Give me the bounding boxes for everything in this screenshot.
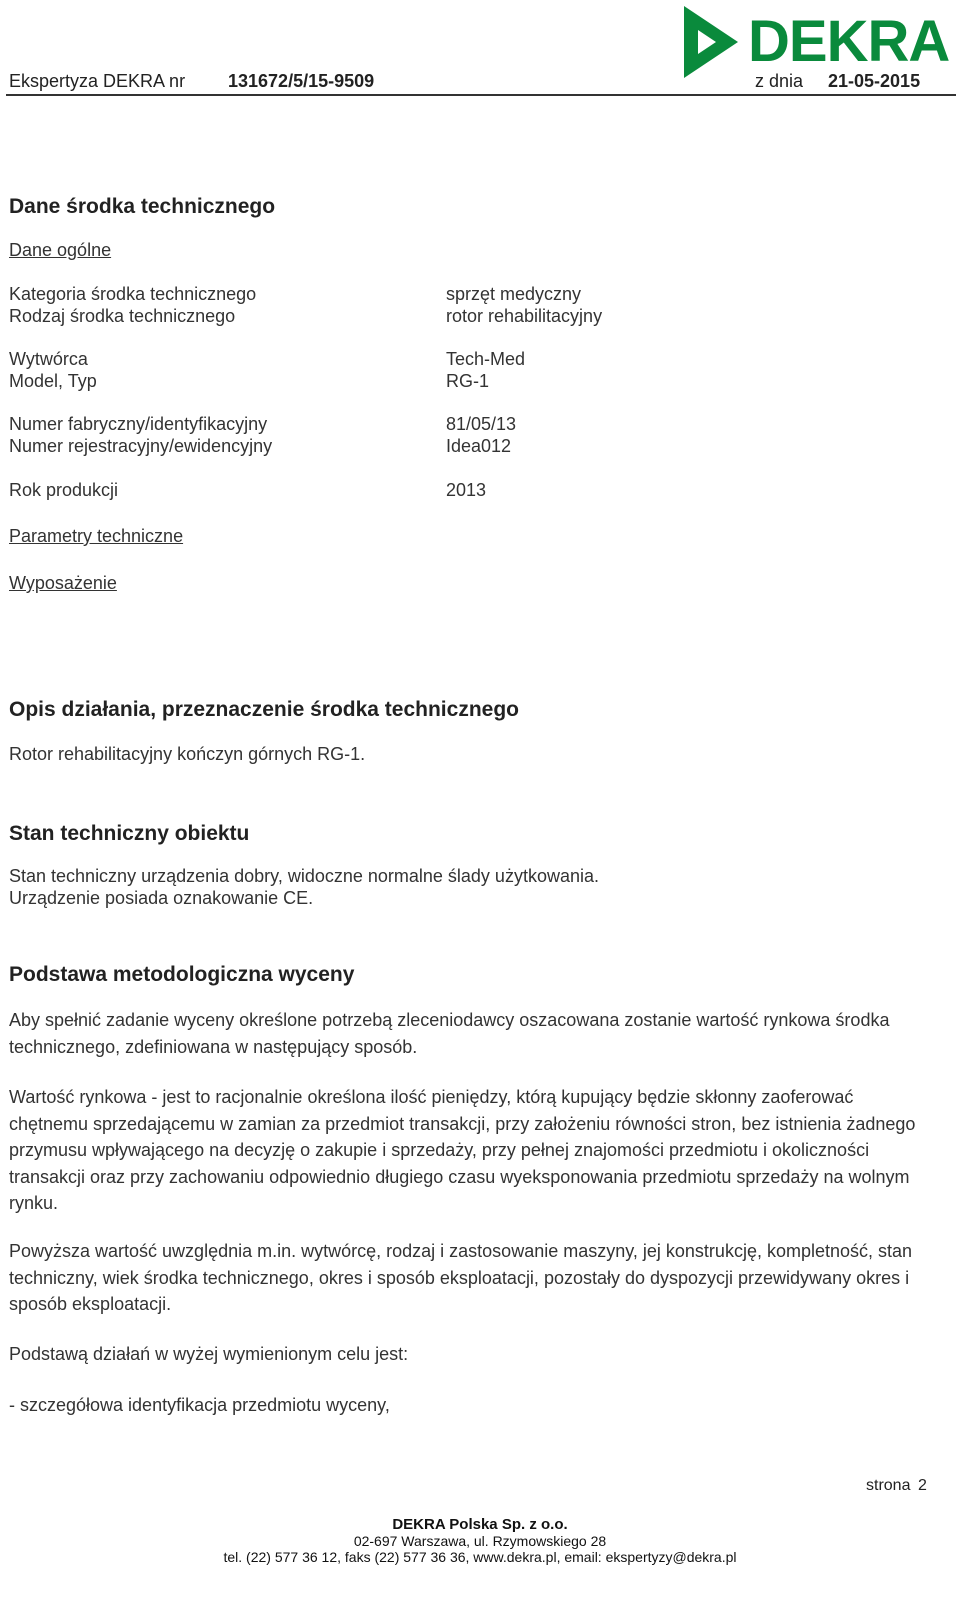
- purpose-text: Rotor rehabilitacyjny kończyn górnych RG-1.: [9, 744, 366, 764]
- row-value: 81/05/13: [446, 414, 517, 434]
- date-label: z dnia: [755, 71, 804, 91]
- general-data-heading: Dane ogólne: [9, 240, 112, 260]
- footer-address: 02-697 Warszawa, ul. Rzymowskiego 28: [353, 1533, 607, 1549]
- expertise-label: Ekspertyza DEKRA nr: [9, 71, 186, 91]
- header-divider: [6, 94, 956, 96]
- row-label: Rodzaj środka technicznego: [9, 306, 236, 326]
- footer-company: DEKRA Polska Sp. z o.o.: [392, 1516, 568, 1533]
- dekra-logo-text: DEKRA: [748, 9, 950, 74]
- methodology-paragraph: Aby spełnić zadanie wyceny określone potrzebą zleceniodawcy oszacowana zostanie wartość rynkowa środka technicznego, zdefiniowana w następujący sposób.: [9, 1010, 890, 1057]
- section-title-condition: Stan techniczny obiektu: [9, 822, 250, 845]
- methodology-paragraph: Podstawą działań w wyżej wymienionym celu jest:: [9, 1344, 409, 1364]
- condition-line: Urządzenie posiada oznakowanie CE.: [9, 888, 314, 908]
- section-title-methodology: Podstawa metodologiczna wyceny: [9, 963, 355, 986]
- row-label: Rok produkcji: [9, 480, 119, 500]
- row-label: Model, Typ: [9, 371, 97, 391]
- methodology-paragraph: Powyższa wartość uwzględnia m.in. wytwórcę, rodzaj i zastosowanie maszyny, jej konstrukcję, kompletność, stan techniczny, wiek środka technicznego, okres i sposób eksploatacji, pozostały do dyspozycji przewidywany okres i sposób eksploatacji.: [9, 1241, 913, 1314]
- row-value: Tech-Med: [446, 349, 526, 369]
- section-title-device-data: Dane środka technicznego: [9, 195, 276, 218]
- page-number: 2: [918, 1477, 927, 1494]
- page-label: strona: [866, 1477, 911, 1494]
- expertise-number: 131672/5/15-9509: [228, 71, 375, 91]
- row-label: Numer fabryczny/identyfikacyjny: [9, 414, 268, 434]
- technical-parameters-heading: Parametry techniczne: [9, 526, 184, 546]
- expertise-date: 21-05-2015: [828, 71, 921, 91]
- row-value: Idea012: [446, 436, 512, 456]
- row-label: Numer rejestracyjny/ewidencyjny: [9, 436, 273, 456]
- dekra-logo: [680, 4, 950, 80]
- row-value: rotor rehabilitacyjny: [446, 306, 603, 326]
- row-value: 2013: [446, 480, 487, 500]
- row-value: sprzęt medyczny: [446, 284, 582, 304]
- section-title-purpose: Opis działania, przeznaczenie środka technicznego: [9, 698, 519, 721]
- methodology-list-item: - szczegółowa identyfikacja przedmiotu wyceny,: [9, 1395, 390, 1415]
- footer-contact: tel. (22) 577 36 12, faks (22) 577 36 36, www.dekra.pl, email: ekspertyzy@dekra.pl: [223, 1549, 737, 1565]
- methodology-paragraph: Wartość rynkowa - jest to racjonalnie określona ilość pieniędzy, którą kupujący będzie skłonny zaoferować chętnemu sprzedającemu w zamian za przedmiot transakcji, przy założeniu równości stron, bez istnienia żadnego przymusu wpływającego na decyzję o zakupie i sprzedaży, przy pełnej znajomości przedmiotu i okoliczności transakcji oraz przy zachowaniu odpowiednio długiego czasu wyeksponowania przedmiotu sprzedaży na wolnym rynku.: [9, 1087, 916, 1213]
- condition-line: Stan techniczny urządzenia dobry, widoczne normalne ślady użytkowania.: [9, 866, 599, 886]
- row-label: Wytwórca: [9, 349, 88, 369]
- row-value: RG-1: [446, 371, 490, 391]
- equipment-heading: Wyposażenie: [9, 573, 117, 593]
- row-label: Kategoria środka technicznego: [9, 284, 257, 304]
